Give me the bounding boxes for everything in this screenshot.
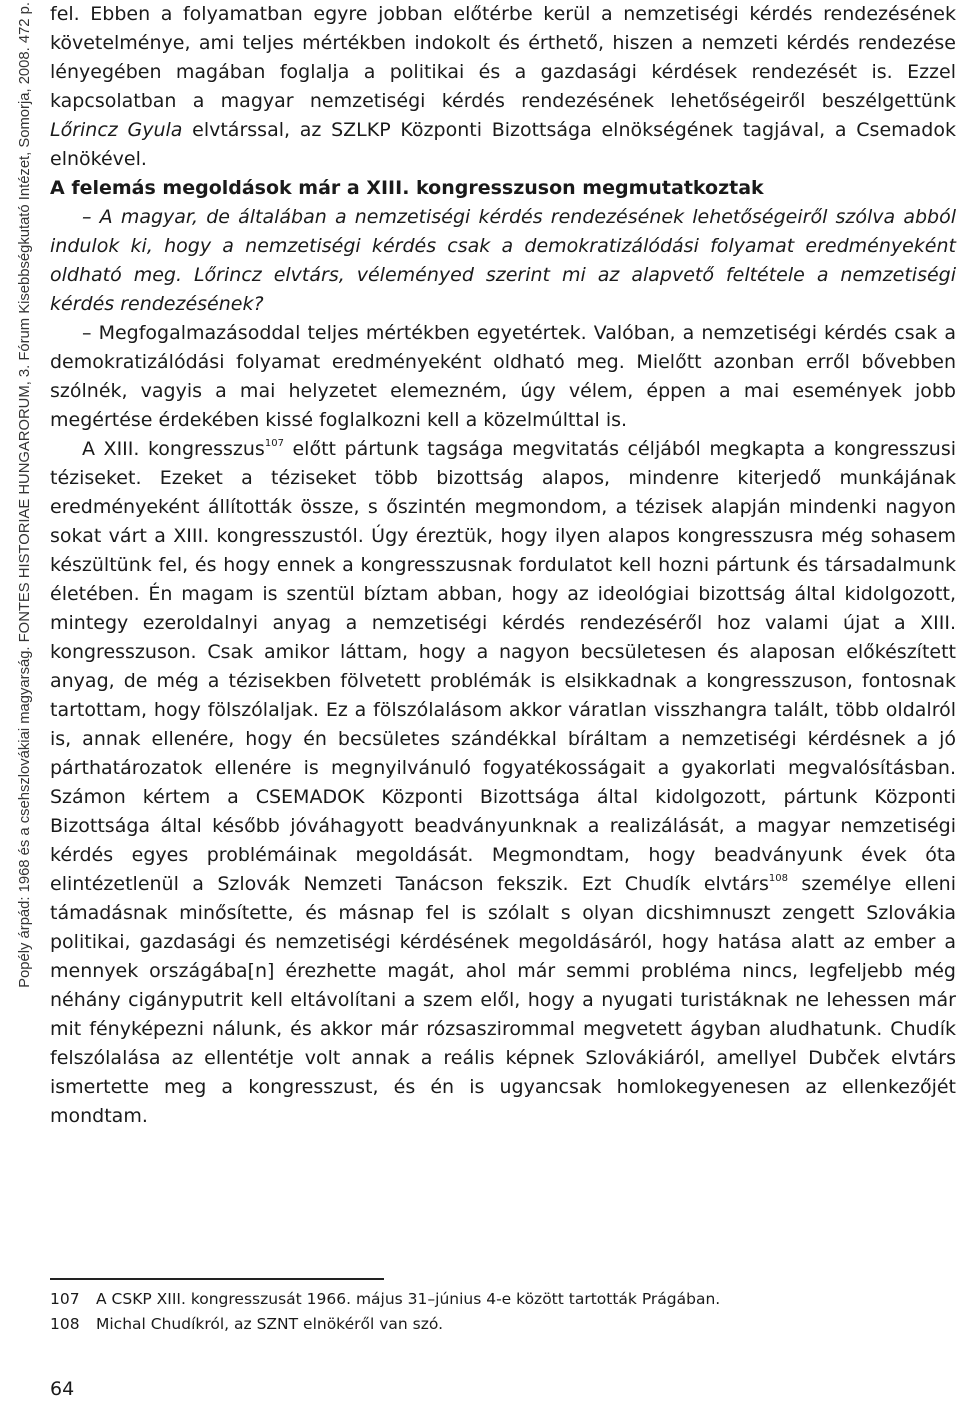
answer2-text-3: személye elleni támadásnak minősítette, és másnap fel is szólalt s olyan dicshimnuszt zengett Szlovákia politikai, gazdasági és nemzetiségi kérdésének megoldásáról, hogy hatása alatt az ember a mennyek országába[n] érezhette magát, ahol már semmi probléma nincs, legfeljebb még néhány cigányputrit kell eltávolítani a szem elől, hogy a nyugati turistáknak ne lehessen már mit fényképezni nálunk, és akkor már rózsaszirommal megvetett ágyban aludhatunk. Chudík felszólalása az ellentétje volt annak a reális képnek Szlovákiáról, amellyel Dubček elvtárs ismertette meg a kongresszust, és én is ugyancsak homlokegyenesen az ellenkezőjét mondtam. xyxy=(50,873,956,1127)
intro-text-1: fel. Ebben a folyamatban egyre jobban előtérbe kerül a nemzetiségi kérdés rendezésének követelménye, ami teljes mértékben indokolt és érthető, hiszen a nemzeti kérdés rendezése lényegében magában foglalja a politikai és a gazdasági kérdések rendezését is. Ezzel kapcsolatban a magyar nemzetiségi kérdés rendezésének lehetőségeiről beszélgettünk xyxy=(50,3,956,112)
side-citation: Popély árpád: 1968 és a csehszlovákiai magyarság. FONTES HISTORIAE HUNGARORUM, 3. Fórum Kisebbségkutató Intézet, Somorja, 2008. 472 p. xyxy=(17,2,33,988)
footnote-text: A CSKP XIII. kongresszusát 1966. május 31–június 4-e között tartották Prágában. xyxy=(96,1290,721,1308)
footnotes xyxy=(50,1287,930,1337)
footnote-text: Michal Chudíkról, az SZNT elnökéről van szó. xyxy=(96,1315,444,1333)
footnote-107 xyxy=(50,1287,930,1312)
heading-text-2: kongresszuson megmutatkoztak xyxy=(409,177,764,199)
interview-question: – A magyar, de általában a nemzetiségi kérdés rendezésének lehetőségeiről szólva abból indulok ki, hogy a nemzetiségi kérdés csak a demokratizálódási folyamat eredményeként oldható meg. Lőrincz elvtárs, véleményed szerint mi az alapvető feltétele a nemzetiségi kérdés rendezésének? xyxy=(50,206,956,315)
section-heading xyxy=(50,174,956,203)
answer-paragraph-2 xyxy=(50,435,956,1131)
intro-text-2: elvtárssal, az SZLKP Központi Bizottsága elnökségének tagjával, a Csemadok elnökével. xyxy=(50,119,956,170)
footnote-ref-108[interactable]: 108 xyxy=(768,873,788,884)
footnote-ref-107[interactable]: 107 xyxy=(264,438,284,449)
footnote-number: 107 xyxy=(50,1290,80,1308)
intro-paragraph xyxy=(50,0,956,174)
heading-text-1: A felemás megoldások már a XIII. xyxy=(50,177,410,199)
footnote-divider xyxy=(50,1278,384,1280)
answer2-text-2: előtt pártunk tagsága megvitatás céljából megkapta a kongresszusi téziseket. Ezeket a téziseket több bizottság alapos, mindenre kiterjedő munkájának eredményeként állították össze, s őszintén megmondom, a tézisek alapján mindenki nagyon sokat várt a XIII. kongresszustól. Úgy éreztük, hogy ilyen alapos kongresszusra még sohasem készültünk fel, és hogy ennek a kongresszusnak fordulatot kell hozni pártunk és társadalmunk életében. Én magam is szentül bíztam abban, hogy az ideológiai bizottság által kidolgozott, mintegy ezeroldalnyi anyag a nemzetiségi kérdés rendezéséről hoz valami újat a XIII. kongresszuson. Csak amikor láttam, hogy a nagyon becsületesen és alaposan előkészített anyag, de még a tézisekben fölvetett problémák is elsikkadnak a kongresszuson, fontosnak tartottam, hogy fölszólaljak. Ez a fölszólalásom akkor váratlan visszhangra talált, több oldalról is, annak ellenére, hogy én becsületes szándékkal bíráltam a nemzetiségi kérdésnek a jó párthatározatok ellenére is megnyilvánuló fogyatékosságait a gyakorlati megvalósításban. Számon kértem a CSEMADOK Központi Bizottsága által kidolgozott, pártunk Központi Bizottsága által később jóváhagyott beadványunknak a realizálását, a magyar nemzetiségi kérdés egyes problémáinak megoldását. Megmondtam, hogy beadványunk évek óta elintézetlenül a Szlovák Nemzeti Tanácson fekszik. Ezt Chudík elvtárs xyxy=(50,438,957,895)
main-text xyxy=(50,0,956,1131)
answer2-text-1: A XIII. kongresszus xyxy=(82,438,265,460)
answer-paragraph-1: – Megfogalmazásoddal teljes mértékben egyetértek. Valóban, a nemzetiségi kérdés csak a demokratizálódási folyamat eredményeként oldható meg. Mielőtt azonban erről bővebben szólnék, vagyis a mai helyzetet elemezném, úgy vélem, éppen a mai események jobb megértése érdekében kissé foglalkozni kell a közelmúlttal is. xyxy=(50,322,956,431)
footnote-108 xyxy=(50,1312,930,1337)
footnote-number: 108 xyxy=(50,1315,80,1333)
page-number: 64 xyxy=(50,1378,75,1400)
interviewee-name: Lőrincz Gyula xyxy=(50,119,183,141)
